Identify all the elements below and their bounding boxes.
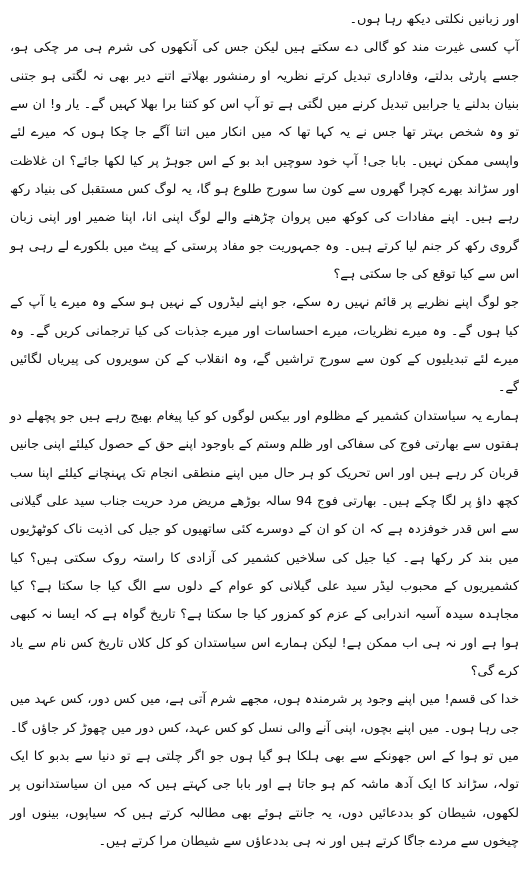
paragraph-closing: خدا کی قسم! میں اپنے وجود پر شرمندہ ہوں، مجھے شرم آتی ہے، میں کس دور، کس عہد میں جی رہا ہوں۔ میں اپنے بچوں، اپنی آنے والی نسل کو کس عہد، کس دور میں چھوڑ کر جاؤں گا۔ میں تو ہوا کے اس جھونکے سے بھی ہلکا ہو گیا ہوں جو اگر چلتی ہے تو دنیا سے بدبو کا ایک تولہ، سڑاند کا ایک آدھ ماشہ کم ہو جاتا ہے اور بابا جی کہتے ہیں کہ میں ان سیاستدانوں پر لکھوں، شیطان کو بددعائیں دوں، یہ جانتے ہوئے بھی مطالبہ کرتے ہیں کہ سیاپوں، بینوں اور چیخوں سے مردے جاگا کرتے ہیں اور نہ ہی بددعاؤں سے شیطان مرا کرتے ہیں۔ [10, 692, 519, 849]
paragraph-intro: اور زبانیں نکلتی دیکھ رہا ہوں۔ [349, 12, 519, 27]
paragraph-kashmir: ہمارے یہ سیاستدان کشمیر کے مظلوم اور بیکس لوگوں کو کیا پیغام بھیج رہے ہیں جو پچھلے دو ہفتوں سے بھارتی فوج کی سفاکی اور ظلم وستم کے باوجود اپنے حق کے حصول کیلئے اپنی جانیں قربان کر رہے ہیں اور اس تحریک کو ہر حال میں اپنے منطقی انجام تک پہنچانے کیلئے اپنا سب کچھ داؤ پر لگا چکے ہیں۔ بھارتی فوج 94 سالہ بوڑھے مریض مرد حریت جناب سید علی گیلانی سے اس قدر خوفزدہ ہے کہ ان کو ان کے دوسرے کئی ساتھیوں کو جیل کی اذیت ناک کوٹھڑیوں میں بند کر رکھا ہے۔ کیا جیل کی سلاخیں کشمیر کی آزادی کا راستہ روک سکتی ہیں؟ کیا کشمیریوں کے محبوب لیڈر سید علی گیلانی کو عوام کے دلوں سے الگ کیا جا سکتا ہے؟ کیا مجاہدہ سیدہ آسیہ اندرابی کے عزم کو کمزور کیا جا سکتا ہے؟ تاریخ گواہ ہے کہ ایسا نہ کبھی ہوا ہے اور نہ ہی اب ممکن ہے! لیکن ہمارے اس سیاستدان کو کل کلاں تاریخ کس نام سے یاد کرے گی؟ [10, 408, 519, 679]
paragraph-politicians: آپ کسی غیرت مند کو گالی دے سکتے ہیں لیکن جس کی آنکھوں کی شرم ہی مر چکی ہو، جسے پارٹی بدلتے، وفاداری تبدیل کرتے نظریہ او رمنشور بھلاتے اتنے دیر بھی نہ لگتی ہو جتنی بنیان بدلنے یا جرابیں تبدیل کرنے میں لگتی ہے تو آپ اس کو کتنا برا بھلا کہیں گے۔ یار و! ان سے تو وہ شخص بہتر تھا جس نے یہ کہا تھا کہ میں انکار میں اتنا آگے جا چکا ہوں کہ میرے لئے واپسی ممکن نہیں۔ بابا جی! آپ خود سوچیں ابد بو کے اس جوہڑ پر کیا لکھا جائے؟ ان غلاظت اور سڑاند بھرے کچرا گھروں سے کون سا سورج طلوع ہو گا، یہ لوگ کس مستقبل کی بنیاد رکھ رہے ہیں۔ اپنے مفادات کی کوکھ میں پروان چڑھنے والے لوگ اپنی انا، اپنا ضمیر اور اپنی زبان گروی رکھ کر جنم لیا کرتے ہیں۔ وہ جمہوریت جو مفاد پرستی کے پیٹ میں بلکورے لے رہی ہو اس سے کیا توقع کی جا سکتی ہے؟ [10, 40, 519, 283]
paragraph-ideology: جو لوگ اپنے نظریے پر قائم نہیں رہ سکے، جو اپنے لیڈروں کے نہیں ہو سکے وہ میرے یا آپ کے کیا ہوں گے۔ وہ میرے نظریات، میرے احساسات اور میرے جذبات کی کیا ترجمانی کریں گے۔ وہ میرے لئے تبدیلیوں کے کون سے سورج تراشیں گے، وہ انقلاب کے کن سویروں کی پیریاں لگائیں گے۔ [10, 295, 519, 396]
